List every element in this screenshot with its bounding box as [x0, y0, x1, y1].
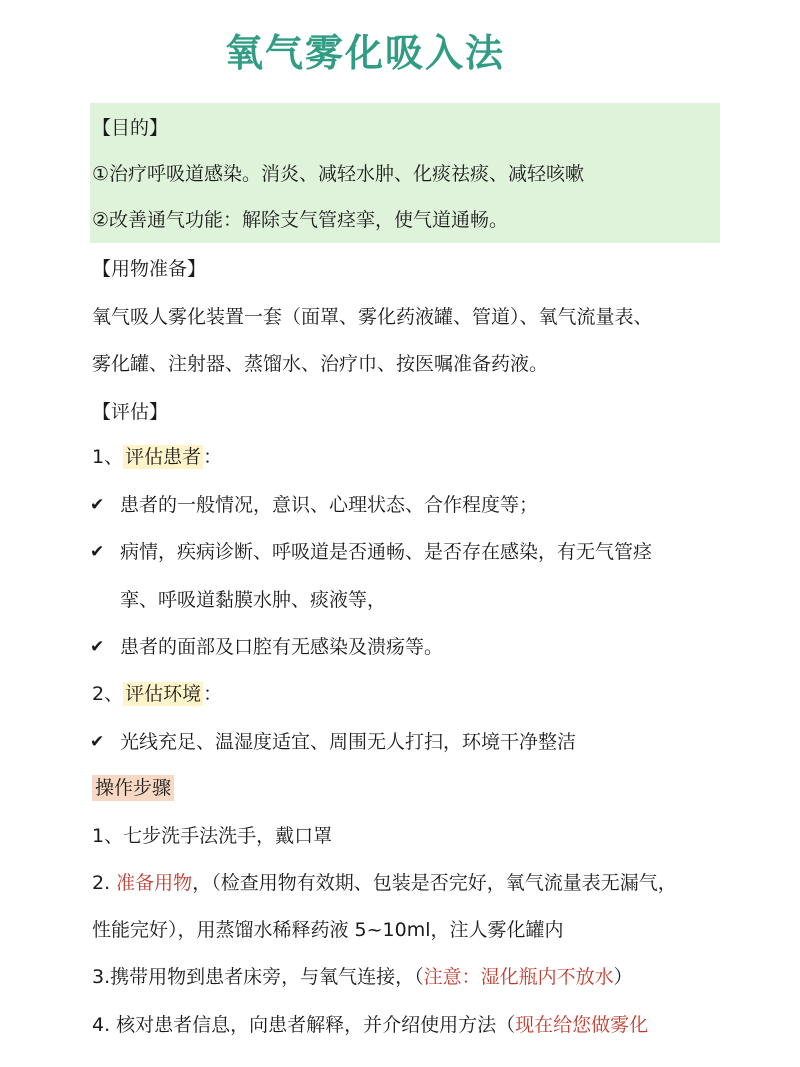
check-icon: ✔: [90, 542, 105, 562]
assess-patient-suffix: ：: [203, 446, 223, 468]
step-2-prefix: 2.: [92, 872, 117, 894]
materials-heading: 【用物准备】: [92, 258, 207, 280]
step-3: [92, 963, 633, 991]
assess-env-item-1: 光线充足、温湿度适宜、周围无人打扫，环境干净整洁: [120, 731, 577, 753]
step-2-red: 准备用物: [116, 872, 193, 894]
steps-heading-label: 操作步骤: [92, 775, 174, 801]
assess-patient-label: 评估患者: [125, 446, 202, 468]
assess-env-prefix: 2、: [92, 683, 124, 705]
assess-patient-prefix: 1、: [92, 446, 124, 468]
step-4: [92, 1011, 648, 1039]
purpose-item-1: ①治疗呼吸道感染。消炎、减轻水肿、化痰祛痰、减轻咳嗽: [92, 163, 585, 185]
step-2-line-2: 性能完好），用蒸馏水稀释药液 5~10ml，注人雾化罐内: [92, 919, 564, 941]
purpose-item-2: ②改善通气功能：解除支气管痉挛，使气道通畅。: [92, 209, 509, 231]
check-icon: ✔: [90, 495, 105, 515]
step-2: [92, 869, 677, 897]
purpose-heading: 【目的】: [92, 117, 169, 139]
check-icon: ✔: [90, 637, 105, 657]
assess-patient-item-2-cont: 挛、呼吸道黏膜水肿、痰液等，: [120, 589, 387, 611]
assess-environment-title: [92, 680, 222, 708]
step-4-text: 4. 核对患者信息，向患者解释，并介绍使用方法（: [92, 1014, 516, 1036]
step-3-text: 3.携带用物到患者床旁，与氧气连接，（: [92, 966, 424, 988]
step-1: 1、七步洗手法洗手，戴口罩: [92, 825, 333, 847]
step-3-end: ）: [613, 966, 633, 988]
assess-patient-item-3: 患者的面部及口腔有无感染及溃疡等。: [120, 636, 444, 658]
assessment-heading: 【评估】: [92, 401, 169, 423]
materials-line-2: 雾化罐、注射器、蒸馏水、治疗巾、按医嘱准备药液。: [92, 353, 549, 375]
step-2-rest: ，（检查用物有效期、包装是否完好，氧气流量表无漏气，: [192, 872, 677, 894]
assess-env-label: 评估环境: [125, 683, 202, 705]
assess-patient-item-2: 病情，疾病诊断、呼吸道是否通畅、是否存在感染，有无气管痉: [120, 541, 653, 563]
assess-env-suffix: ：: [203, 683, 223, 705]
step-3-red: 注意：湿化瓶内不放水: [423, 966, 614, 988]
materials-line-1: 氧气吸人雾化装置一套（面罩、雾化药液罐、管道）、氧气流量表、: [92, 306, 653, 328]
steps-heading: [92, 774, 174, 802]
check-icon: ✔: [90, 732, 105, 752]
step-4-red: 现在给您做雾化: [515, 1014, 649, 1036]
assess-patient-title: [92, 443, 222, 471]
assess-patient-item-1: 患者的一般情况，意识、心理状态、合作程度等；: [120, 494, 539, 516]
page-title: 氧气雾化吸入法: [224, 31, 505, 75]
